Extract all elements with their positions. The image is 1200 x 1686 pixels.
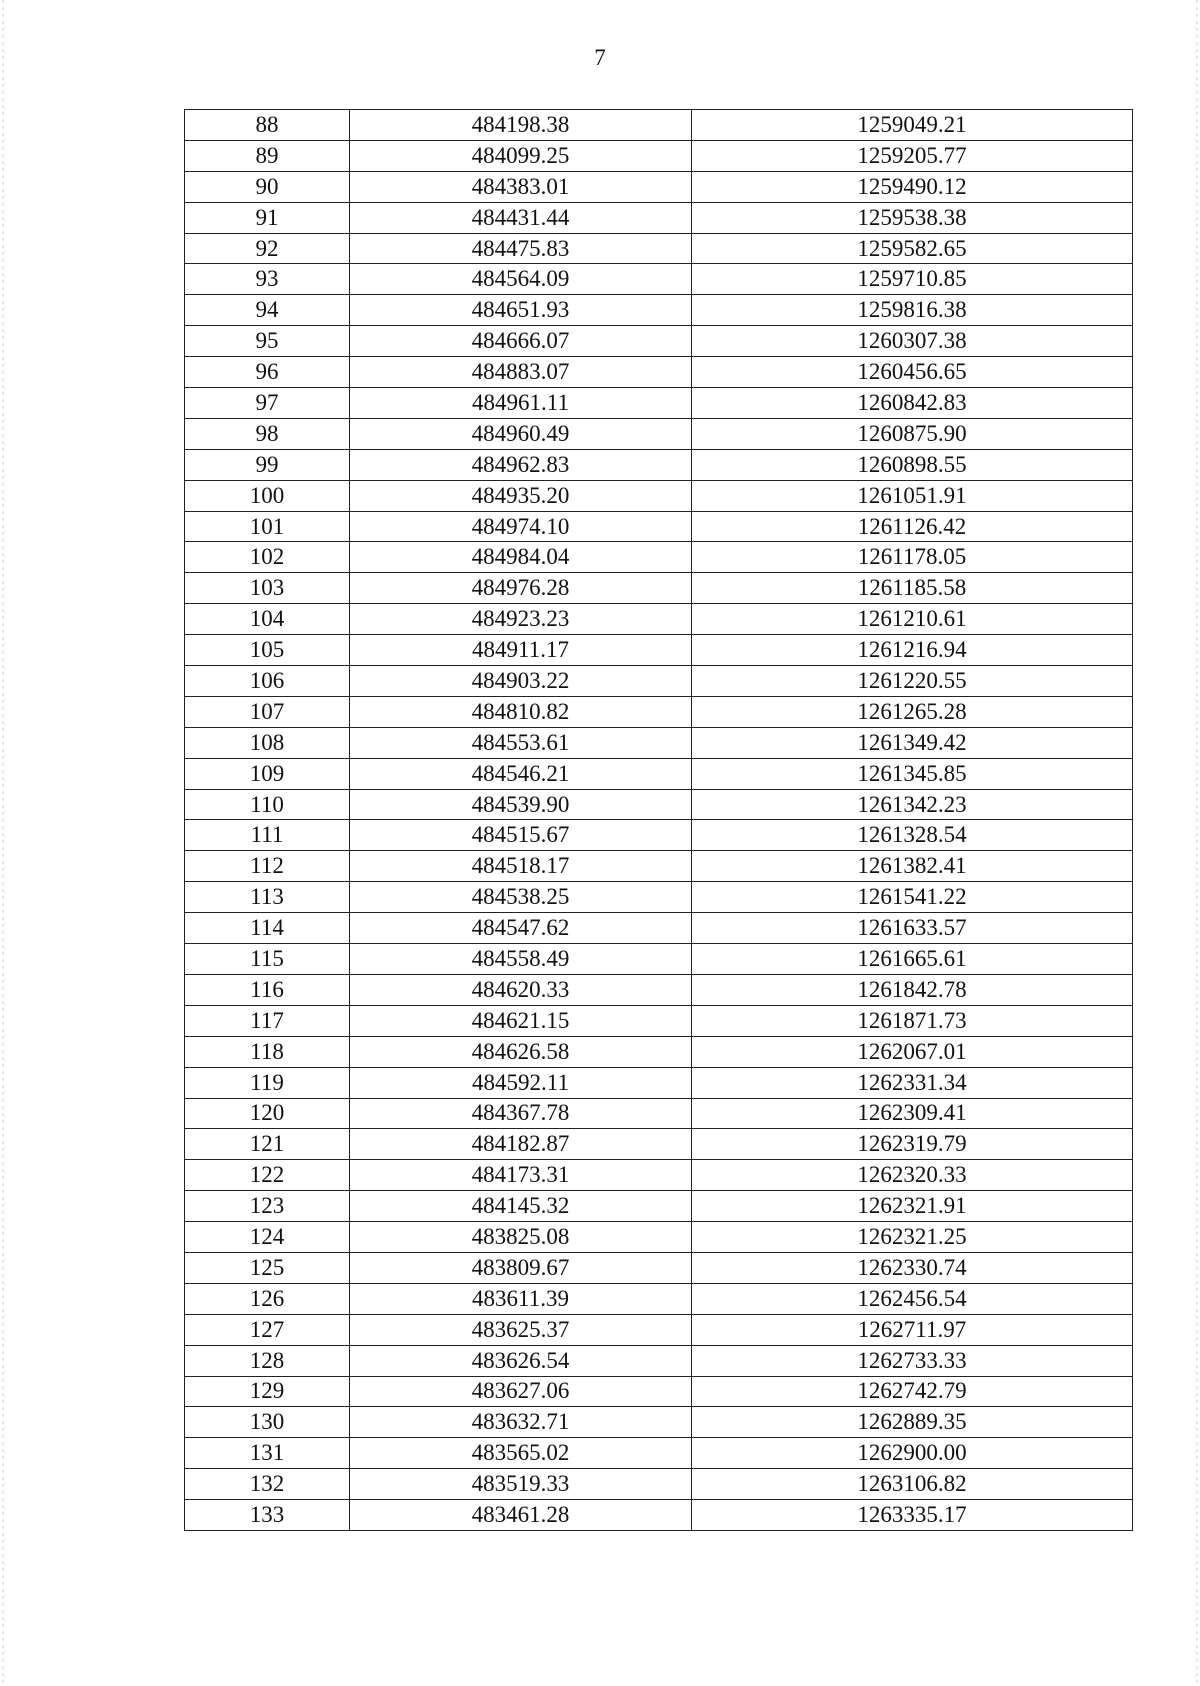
x-coordinate-cell: 484810.82 — [350, 696, 692, 727]
point-number-cell: 111 — [185, 820, 350, 851]
x-coordinate-cell: 484182.87 — [350, 1129, 692, 1160]
table-row — [185, 1191, 1133, 1222]
point-number-cell: 104 — [185, 604, 350, 635]
point-number-cell: 91 — [185, 202, 350, 233]
table-row — [185, 666, 1133, 697]
y-coordinate-cell: 1261210.61 — [692, 604, 1133, 635]
point-number-cell: 105 — [185, 635, 350, 666]
x-coordinate-cell: 483565.02 — [350, 1438, 692, 1469]
table-row — [185, 388, 1133, 419]
x-coordinate-cell: 484935.20 — [350, 480, 692, 511]
point-number-cell: 101 — [185, 511, 350, 542]
table-row — [185, 1283, 1133, 1314]
x-coordinate-cell: 484962.83 — [350, 449, 692, 480]
y-coordinate-cell: 1261541.22 — [692, 882, 1133, 913]
page-number: 7 — [594, 45, 606, 70]
y-coordinate-cell: 1261382.41 — [692, 851, 1133, 882]
table-row — [185, 357, 1133, 388]
table-row — [185, 573, 1133, 604]
table-row — [185, 1160, 1133, 1191]
x-coordinate-cell: 484976.28 — [350, 573, 692, 604]
x-coordinate-cell: 484626.58 — [350, 1036, 692, 1067]
point-number-cell: 94 — [185, 295, 350, 326]
y-coordinate-cell: 1261342.23 — [692, 789, 1133, 820]
y-coordinate-cell: 1262067.01 — [692, 1036, 1133, 1067]
point-number-cell: 130 — [185, 1407, 350, 1438]
y-coordinate-cell: 1261185.58 — [692, 573, 1133, 604]
scan-edge-right — [1196, 0, 1198, 1686]
point-number-cell: 132 — [185, 1469, 350, 1500]
point-number-cell: 108 — [185, 727, 350, 758]
y-coordinate-cell: 1261051.91 — [692, 480, 1133, 511]
table-row — [185, 264, 1133, 295]
y-coordinate-cell: 1261842.78 — [692, 974, 1133, 1005]
table-row — [185, 758, 1133, 789]
point-number-cell: 119 — [185, 1067, 350, 1098]
table-row — [185, 1345, 1133, 1376]
x-coordinate-cell: 484564.09 — [350, 264, 692, 295]
y-coordinate-cell: 1262331.34 — [692, 1067, 1133, 1098]
point-number-cell: 115 — [185, 944, 350, 975]
point-number-cell: 133 — [185, 1500, 350, 1531]
x-coordinate-cell: 484592.11 — [350, 1067, 692, 1098]
point-number-cell: 128 — [185, 1345, 350, 1376]
table-row — [185, 1252, 1133, 1283]
table-row — [185, 1500, 1133, 1531]
point-number-cell: 120 — [185, 1098, 350, 1129]
point-number-cell: 124 — [185, 1222, 350, 1253]
x-coordinate-cell: 484546.21 — [350, 758, 692, 789]
point-number-cell: 118 — [185, 1036, 350, 1067]
y-coordinate-cell: 1263106.82 — [692, 1469, 1133, 1500]
x-coordinate-cell: 484923.23 — [350, 604, 692, 635]
point-number-cell: 103 — [185, 573, 350, 604]
x-coordinate-cell: 484883.07 — [350, 357, 692, 388]
table-row — [185, 1067, 1133, 1098]
x-coordinate-cell: 484518.17 — [350, 851, 692, 882]
x-coordinate-cell: 483611.39 — [350, 1283, 692, 1314]
x-coordinate-cell: 483461.28 — [350, 1500, 692, 1531]
point-number-cell: 131 — [185, 1438, 350, 1469]
table-row — [185, 635, 1133, 666]
coordinate-table-body — [185, 110, 1133, 1531]
x-coordinate-cell: 484974.10 — [350, 511, 692, 542]
table-row — [185, 202, 1133, 233]
table-row — [185, 1469, 1133, 1500]
point-number-cell: 112 — [185, 851, 350, 882]
y-coordinate-cell: 1259205.77 — [692, 140, 1133, 171]
x-coordinate-cell: 484475.83 — [350, 233, 692, 264]
y-coordinate-cell: 1261328.54 — [692, 820, 1133, 851]
y-coordinate-cell: 1261265.28 — [692, 696, 1133, 727]
y-coordinate-cell: 1260307.38 — [692, 326, 1133, 357]
x-coordinate-cell: 484620.33 — [350, 974, 692, 1005]
x-coordinate-cell: 484515.67 — [350, 820, 692, 851]
y-coordinate-cell: 1262321.91 — [692, 1191, 1133, 1222]
y-coordinate-cell: 1263335.17 — [692, 1500, 1133, 1531]
y-coordinate-cell: 1260898.55 — [692, 449, 1133, 480]
table-row — [185, 449, 1133, 480]
table-row — [185, 820, 1133, 851]
x-coordinate-cell: 484367.78 — [350, 1098, 692, 1129]
y-coordinate-cell: 1261345.85 — [692, 758, 1133, 789]
table-row — [185, 418, 1133, 449]
point-number-cell: 109 — [185, 758, 350, 789]
table-row — [185, 1005, 1133, 1036]
y-coordinate-cell: 1262711.97 — [692, 1314, 1133, 1345]
point-number-cell: 127 — [185, 1314, 350, 1345]
table-row — [185, 1376, 1133, 1407]
y-coordinate-cell: 1262456.54 — [692, 1283, 1133, 1314]
x-coordinate-cell: 484651.93 — [350, 295, 692, 326]
point-number-cell: 102 — [185, 542, 350, 573]
table-row — [185, 110, 1133, 141]
table-row — [185, 511, 1133, 542]
x-coordinate-cell: 484903.22 — [350, 666, 692, 697]
point-number-cell: 92 — [185, 233, 350, 264]
table-row — [185, 1129, 1133, 1160]
table-row — [185, 542, 1133, 573]
x-coordinate-cell: 484558.49 — [350, 944, 692, 975]
point-number-cell: 90 — [185, 171, 350, 202]
table-row — [185, 604, 1133, 635]
x-coordinate-cell: 483809.67 — [350, 1252, 692, 1283]
table-row — [185, 140, 1133, 171]
y-coordinate-cell: 1262319.79 — [692, 1129, 1133, 1160]
x-coordinate-cell: 483625.37 — [350, 1314, 692, 1345]
point-number-cell: 116 — [185, 974, 350, 1005]
table-row — [185, 1314, 1133, 1345]
y-coordinate-cell: 1262889.35 — [692, 1407, 1133, 1438]
y-coordinate-cell: 1261178.05 — [692, 542, 1133, 573]
x-coordinate-cell: 484198.38 — [350, 110, 692, 141]
x-coordinate-cell: 483519.33 — [350, 1469, 692, 1500]
point-number-cell: 88 — [185, 110, 350, 141]
y-coordinate-cell: 1260456.65 — [692, 357, 1133, 388]
y-coordinate-cell: 1262321.25 — [692, 1222, 1133, 1253]
x-coordinate-cell: 484621.15 — [350, 1005, 692, 1036]
table-row — [185, 696, 1133, 727]
table-row — [185, 727, 1133, 758]
point-number-cell: 123 — [185, 1191, 350, 1222]
x-coordinate-cell: 483632.71 — [350, 1407, 692, 1438]
table-row — [185, 974, 1133, 1005]
point-number-cell: 89 — [185, 140, 350, 171]
x-coordinate-cell: 484099.25 — [350, 140, 692, 171]
point-number-cell: 97 — [185, 388, 350, 419]
x-coordinate-cell: 484984.04 — [350, 542, 692, 573]
point-number-cell: 117 — [185, 1005, 350, 1036]
x-coordinate-cell: 484666.07 — [350, 326, 692, 357]
y-coordinate-cell: 1259816.38 — [692, 295, 1133, 326]
point-number-cell: 93 — [185, 264, 350, 295]
y-coordinate-cell: 1262900.00 — [692, 1438, 1133, 1469]
point-number-cell: 121 — [185, 1129, 350, 1160]
y-coordinate-cell: 1262742.79 — [692, 1376, 1133, 1407]
y-coordinate-cell: 1259710.85 — [692, 264, 1133, 295]
point-number-cell: 114 — [185, 913, 350, 944]
x-coordinate-cell: 484145.32 — [350, 1191, 692, 1222]
point-number-cell: 125 — [185, 1252, 350, 1283]
table-row — [185, 233, 1133, 264]
point-number-cell: 107 — [185, 696, 350, 727]
point-number-cell: 106 — [185, 666, 350, 697]
point-number-cell: 113 — [185, 882, 350, 913]
y-coordinate-cell: 1261633.57 — [692, 913, 1133, 944]
table-row — [185, 1036, 1133, 1067]
y-coordinate-cell: 1259538.38 — [692, 202, 1133, 233]
x-coordinate-cell: 484547.62 — [350, 913, 692, 944]
table-row — [185, 326, 1133, 357]
x-coordinate-cell: 483626.54 — [350, 1345, 692, 1376]
table-row — [185, 944, 1133, 975]
y-coordinate-cell: 1262320.33 — [692, 1160, 1133, 1191]
point-number-cell: 98 — [185, 418, 350, 449]
y-coordinate-cell: 1261665.61 — [692, 944, 1133, 975]
x-coordinate-cell: 484553.61 — [350, 727, 692, 758]
table-row — [185, 1098, 1133, 1129]
point-number-cell: 110 — [185, 789, 350, 820]
x-coordinate-cell: 484961.11 — [350, 388, 692, 419]
x-coordinate-cell: 484960.49 — [350, 418, 692, 449]
y-coordinate-cell: 1261216.94 — [692, 635, 1133, 666]
x-coordinate-cell: 484383.01 — [350, 171, 692, 202]
x-coordinate-cell: 484539.90 — [350, 789, 692, 820]
y-coordinate-cell: 1259490.12 — [692, 171, 1133, 202]
table-row — [185, 1222, 1133, 1253]
y-coordinate-cell: 1259582.65 — [692, 233, 1133, 264]
table-row — [185, 1407, 1133, 1438]
x-coordinate-cell: 483825.08 — [350, 1222, 692, 1253]
x-coordinate-cell: 484173.31 — [350, 1160, 692, 1191]
y-coordinate-cell: 1262733.33 — [692, 1345, 1133, 1376]
y-coordinate-cell: 1261871.73 — [692, 1005, 1133, 1036]
point-number-cell: 96 — [185, 357, 350, 388]
point-number-cell: 129 — [185, 1376, 350, 1407]
table-row — [185, 882, 1133, 913]
y-coordinate-cell: 1261349.42 — [692, 727, 1133, 758]
table-row — [185, 1438, 1133, 1469]
x-coordinate-cell: 484431.44 — [350, 202, 692, 233]
y-coordinate-cell: 1262309.41 — [692, 1098, 1133, 1129]
table-row — [185, 171, 1133, 202]
table-row — [185, 913, 1133, 944]
table-row — [185, 295, 1133, 326]
y-coordinate-cell: 1259049.21 — [692, 110, 1133, 141]
x-coordinate-cell: 484538.25 — [350, 882, 692, 913]
point-number-cell: 126 — [185, 1283, 350, 1314]
point-number-cell: 100 — [185, 480, 350, 511]
y-coordinate-cell: 1261220.55 — [692, 666, 1133, 697]
coordinate-table — [184, 109, 1133, 1531]
y-coordinate-cell: 1261126.42 — [692, 511, 1133, 542]
y-coordinate-cell: 1260842.83 — [692, 388, 1133, 419]
scan-edge-left — [2, 0, 4, 1686]
y-coordinate-cell: 1260875.90 — [692, 418, 1133, 449]
table-row — [185, 789, 1133, 820]
y-coordinate-cell: 1262330.74 — [692, 1252, 1133, 1283]
x-coordinate-cell: 484911.17 — [350, 635, 692, 666]
point-number-cell: 99 — [185, 449, 350, 480]
table-row — [185, 480, 1133, 511]
x-coordinate-cell: 483627.06 — [350, 1376, 692, 1407]
point-number-cell: 122 — [185, 1160, 350, 1191]
table-row — [185, 851, 1133, 882]
point-number-cell: 95 — [185, 326, 350, 357]
